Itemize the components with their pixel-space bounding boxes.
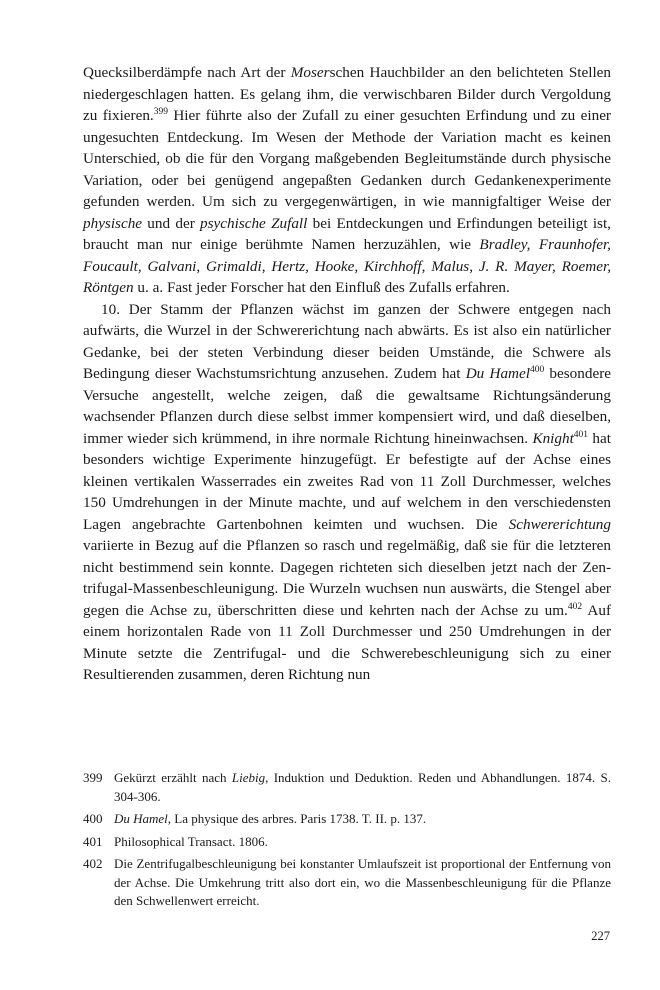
text-run: variierte in Bezug auf die Pflanzen so rasch und regelmäßig, daß sie für die letzteren nicht bestimmend sein konnte. Dagegen richteten sich dieselben jetzt nach der Zentrifugal-Massenbeschleunigung. Die Wurzeln wuchsen nun auswärts, die Stengel aber gegen die Achse zu, überschritten diese und kehrten nach der Achse zu um. [83,537,611,619]
footnote-reference: 402 [567,601,583,612]
text-run: und der [142,214,201,232]
footnote-reference: 401 [573,429,589,440]
italic-text: Knight [532,429,574,447]
text-run: bei Entdeckungen und Erfindungen beteiligt ist, braucht man nur einige berühmte Namen herzuzählen, wie [83,214,611,253]
italic-text: Du Hamel [465,365,530,382]
text-run: Quecksilberdämpfe nach Art der [83,64,291,81]
italic-text: Moser [290,64,330,81]
footnote [83,855,611,911]
text-run: Gekürzt erzählt nach [114,770,232,785]
footnote-reference: 400 [529,365,545,375]
paragraph [83,62,611,299]
text-run: hat besonders wichtige Experimente hinzugefügt. Er befestigte auf der Achse eines kleinen vertikalen Wasserrades ein zweites Rad von 11 Zoll Durchmesser, welches 150 Umdrehungen in der Minute machte, und auf welchem in den verschiedensten Lagen angebrachte Gartenbohnen keimten und wuchsen. Die [83,429,611,533]
footnote-number: 400 [83,811,103,826]
footnote [83,810,611,829]
footnote-number: 402 [83,856,103,871]
footnote-text [114,855,611,911]
text-run: Philosophical Transact. 1806. [114,833,268,849]
footnote-number: 399 [83,770,103,785]
italic-text: psychische Zufall [200,214,308,232]
text-run: 10. Der Stamm der Pflanzen wächst im ganzen der Schwere entgegen nach aufwärts, die Wurzel in der Schwererichtung nach abwärts. Es ist also ein natürlicher Gedanke, bei der steten Verbindung dieser beiden Umstände, die Schwere als Bedingung dieser Wachstumsrichtung anzusehen. Zudem hat [83,300,611,382]
italic-text: Bradley, Fraunhofer, Foucault, Galvani, Grimaldi, Hertz, Hooke, Kirchhoff, Malus, J. R. Mayer, Roemer, Röntgen [83,236,611,296]
text-run: Die Zentrifugalbeschleunigung bei konstanter Umlaufszeit ist proportional der Entfernung von der Achse. Die Umkehrung tritt also dort ein, wo die Massenbeschleunigung für die Pflanze den Schwellenwert erreicht. [114,856,611,908]
footnote-number: 401 [83,833,103,849]
footnote-reference: 399 [153,107,168,117]
italic-text: Liebig [231,770,266,785]
footnote-text [114,769,611,806]
text-run: schen Hauchbilder an den belichteten Stellen niedergeschlagen hatten. Es gelang ihm, die verwischbaren Bilder durch Vergoldung zu fixieren. [83,64,611,124]
text-run: , La physique des arbres. Paris 1738. T. II. p. 137. [167,811,427,826]
text-run: , Induktion und Deduktion. Reden und Abhandlungen. 1874. S. 304-306. [114,770,611,804]
footnote [83,769,611,806]
italic-text: physische [83,214,143,232]
text-run: u. a. Fast jeder Forscher hat den Einfluß des Zufalls erfahren. [133,279,510,296]
page-number: 227 [591,929,610,943]
text-run: besondere Versuche angestellt, welche zeigen, daß die gewaltsame Richtungsänderung wachsender Pflanzen durch diese selbst immer kompensiert wird, und daß dieselben, immer wieder sich krümmend, in ihre normale Richtung hineinwachsen. [83,365,611,447]
text-run: Hier führte also der Zufall zu einer gesuchten Erfindung und zu einer ungesuchten Entdeckung. Im Wesen der Methode der Variation macht es keinen Unterschied, ob die für den Vorgang maßgebenden Begleitumstände durch physische Variation, oder bei genügend angepaßten Gedanken durch Gedankenexperimente gefunden werden. Um sich zu vergegenwärtigen, in wie mannigfaltiger Weise der [83,107,611,210]
footnote [83,833,611,852]
footnote-text [114,833,611,852]
footnote-text [114,810,611,829]
text-run: Auf einem horizontalen Rade von 11 Zoll Durchmesser und 250 Umdrehungen in der Minute setzte die Zentrifugal- und die Schwerebeschleunigung sich zu einer Resultierenden zusammen, deren Richtung nun [83,601,611,683]
footnotes [83,769,611,915]
italic-text: Schwererichtung [508,515,611,533]
paragraph [83,299,611,686]
italic-text: Du Hamel [114,811,168,826]
body-text [83,62,611,686]
